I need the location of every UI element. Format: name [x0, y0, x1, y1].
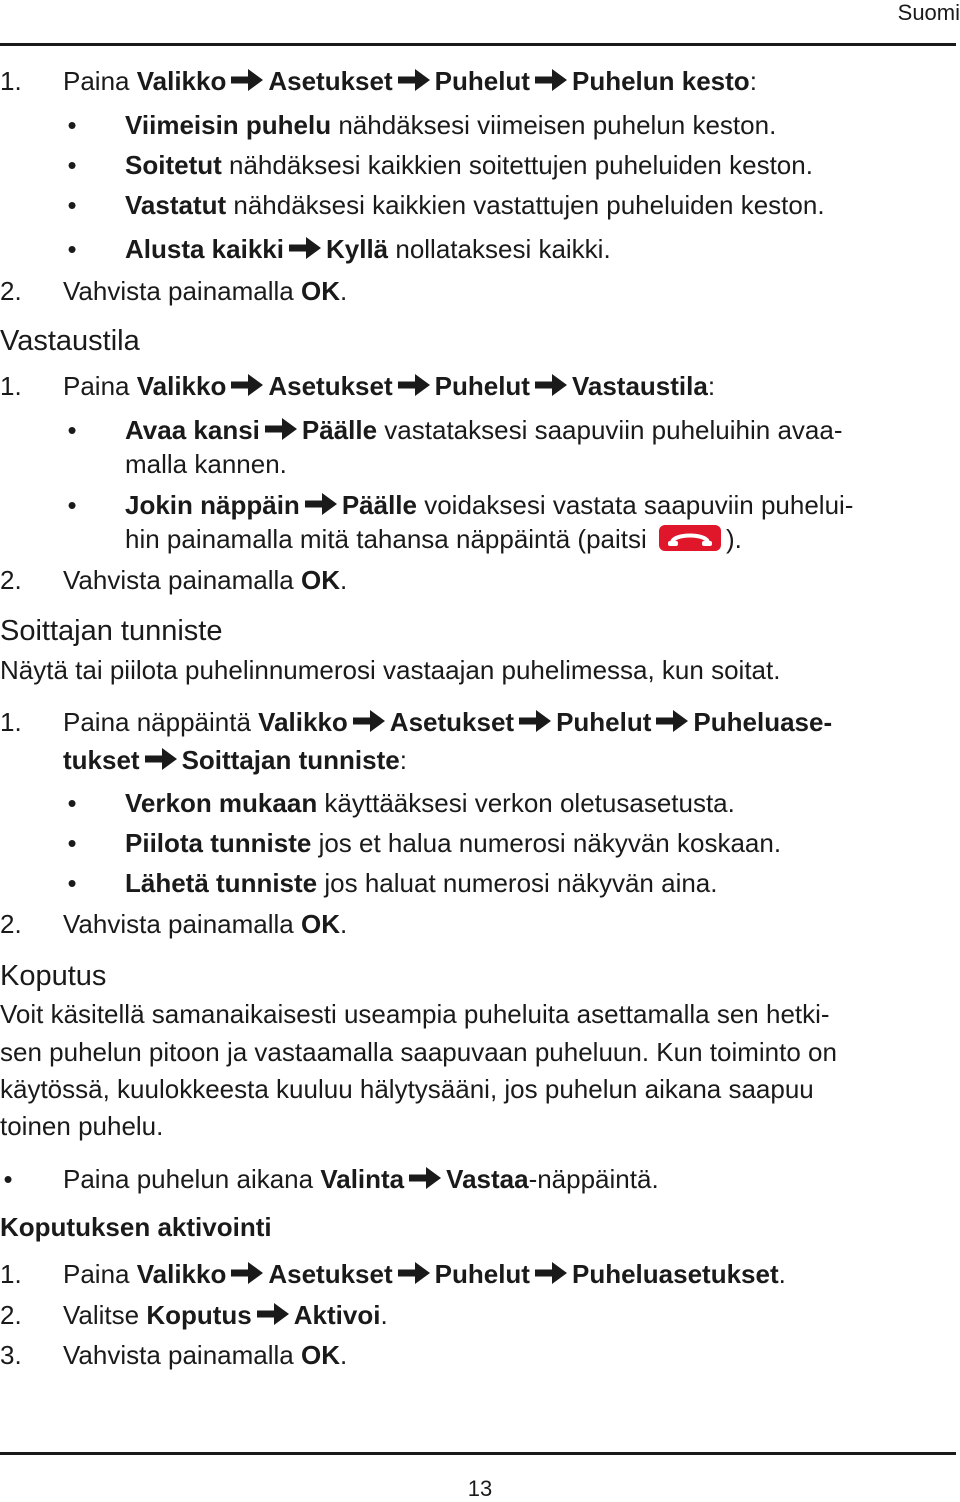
menu-arrow-icon — [229, 1260, 265, 1286]
end-call-key-icon — [658, 524, 722, 552]
menu-arrow-icon — [396, 372, 432, 398]
menu-arrow-icon — [229, 67, 265, 93]
menu-arrow-icon — [287, 235, 323, 261]
menu-arrow-icon — [533, 67, 569, 93]
language-label: Suomi — [897, 0, 960, 25]
menu-arrow-icon — [396, 1260, 432, 1286]
menu-arrow-icon — [533, 372, 569, 398]
menu-arrow-icon — [229, 372, 265, 398]
footer-rule — [0, 1452, 956, 1455]
header-rule — [0, 43, 956, 46]
menu-arrow-icon — [263, 416, 299, 442]
section-heading: Koputus — [0, 960, 107, 992]
menu-arrow-icon — [351, 708, 387, 734]
menu-arrow-icon — [396, 67, 432, 93]
menu-arrow-icon — [303, 491, 339, 517]
page-number: 13 — [467, 1476, 493, 1501]
menu-arrow-icon — [255, 1301, 291, 1327]
menu-arrow-icon — [517, 708, 553, 734]
menu-arrow-icon — [143, 746, 179, 772]
menu-arrow-icon — [654, 708, 690, 734]
section-heading: Soittajan tunniste — [0, 615, 223, 647]
section-heading: Vastaustila — [0, 325, 140, 357]
menu-arrow-icon — [533, 1260, 569, 1286]
menu-arrow-icon — [407, 1165, 443, 1191]
